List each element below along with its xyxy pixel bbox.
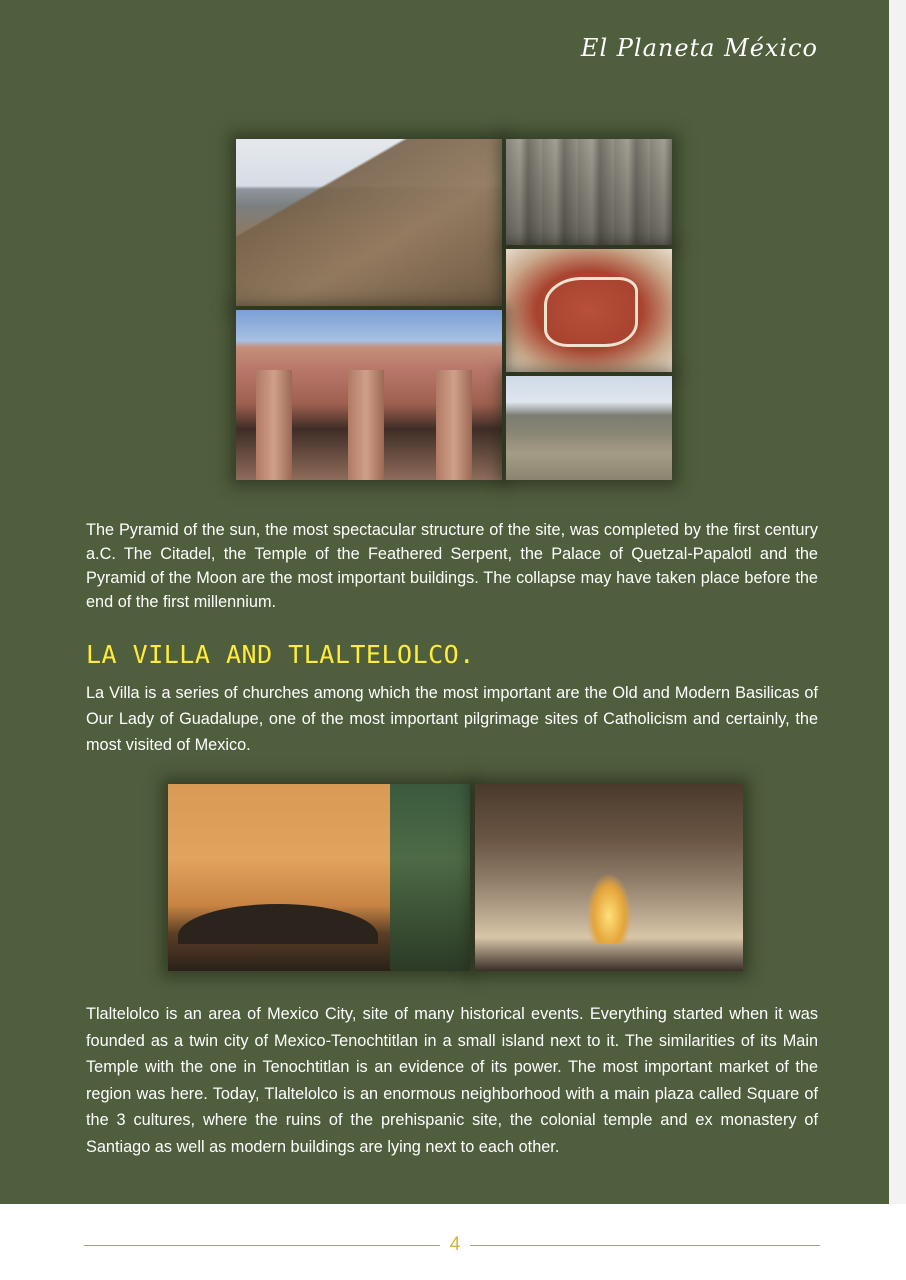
avenue-of-the-dead-photo — [506, 376, 672, 480]
page-number: 4 — [440, 1234, 470, 1256]
section-heading: LA VILLA AND TLALTELOLCO. — [86, 640, 475, 669]
magazine-title: El Planeta México — [580, 34, 818, 62]
paragraph-teotihuacan: The Pyramid of the sun, the most spectacular structure of the site, was completed by the first century a.C. The Citadel, the Temple of the Feathered Serpent, the Palace of Quetzal-Papalotl and the Pyramid of the Moon are the most important buildings. The collapse may have taken place before the end of the first millennium. — [86, 521, 818, 611]
feathered-serpent-temple-photo — [506, 139, 672, 245]
basilica-interior-photo — [475, 784, 743, 971]
pyramid-of-the-sun-photo — [236, 139, 502, 306]
paragraph-tlaltelolco: Tlaltelolco is an area of Mexico City, site of many historical events. Everything started when it was founded as a twin city of Mexico-Tenochtitlan in a small island next to it. The similarities of its Main Temple with the one in Tenochtitlan is an evidence of its power. The most important market of the region was here. Today, Tlaltelolco is an enormous neighborhood with a main plaza called Square of the 3 cultures, where the ruins of the prehispanic site, the colonial temple and ex monastery of Santiago as well as modern buildings are lying next to each other. — [86, 1005, 818, 1156]
paragraph-la-villa: La Villa is a series of churches among which the most important are the Old and Modern Basilicas of Our Lady of Guadalupe, one of the most important pilgrimage sites of Catholicism and certainly, the most visited of Mexico. — [86, 684, 818, 754]
page-edge — [889, 0, 906, 1204]
quetzal-papalotl-palace-photo — [236, 310, 502, 480]
mural-painting-photo — [506, 249, 672, 372]
basilica-exterior-night-photo — [168, 784, 470, 971]
